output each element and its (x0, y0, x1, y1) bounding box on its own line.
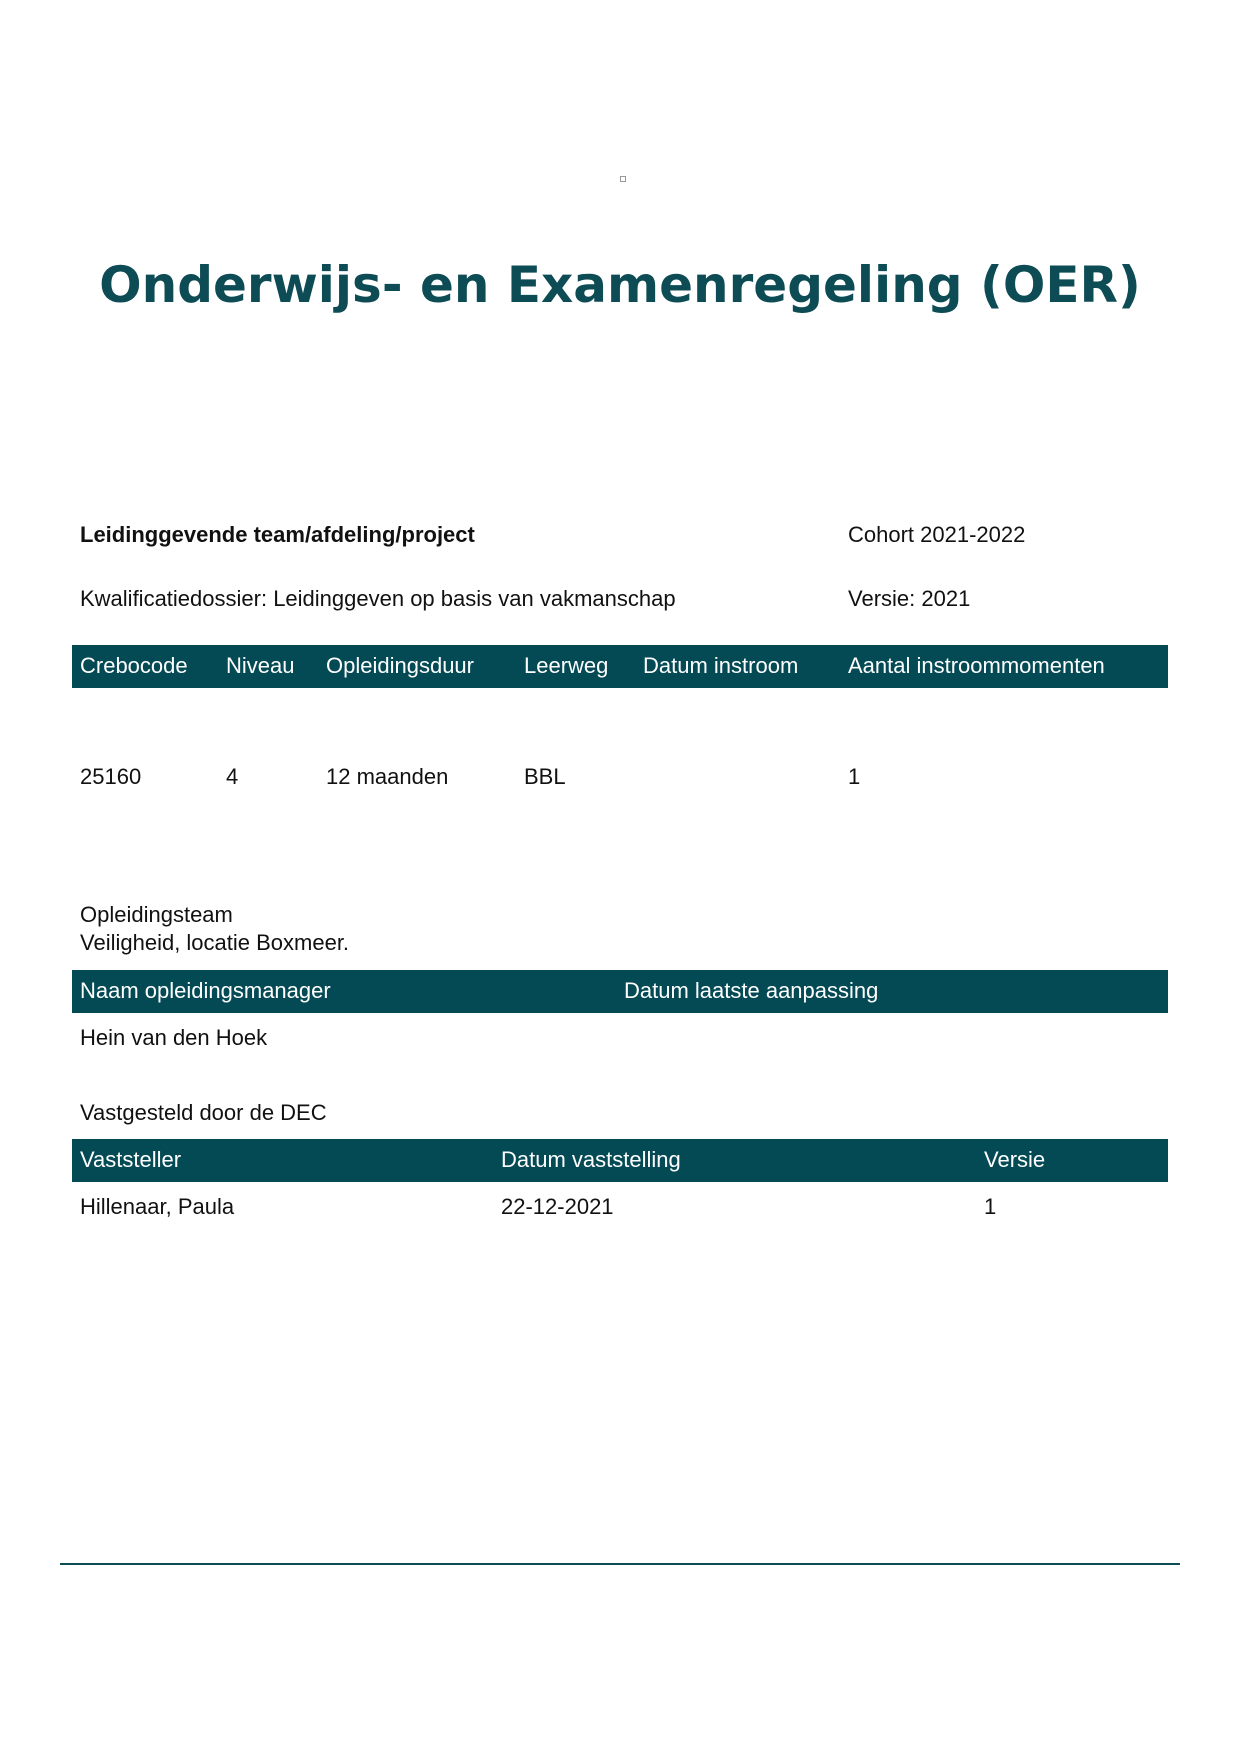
team-line-1: Opleidingsteam (80, 902, 233, 927)
header-datum-instroom: Datum instroom (643, 653, 799, 678)
header-vaststeller: Vaststeller (80, 1147, 182, 1172)
cell-datum-vaststelling: 22-12-2021 (501, 1194, 614, 1219)
page-title: Onderwijs- en Examenregeling (OER) (99, 256, 1141, 314)
team-line-2: Veiligheid, locatie Boxmeer. (80, 930, 350, 955)
header-aantal-instroommomenten: Aantal instroommomenten (848, 653, 1105, 678)
cohort-label: Cohort 2021-2022 (848, 522, 1026, 547)
header-naam-opleidingsmanager: Naam opleidingsmanager (80, 978, 331, 1003)
header-datum-vaststelling: Datum vaststelling (501, 1147, 681, 1172)
header-opleidingsduur: Opleidingsduur (326, 653, 474, 678)
cell-niveau: 4 (226, 764, 239, 789)
cell-aantal-instroommomenten: 1 (848, 764, 861, 789)
header-datum-laatste-aanpassing: Datum laatste aanpassing (624, 978, 879, 1003)
header-versie: Versie (984, 1147, 1046, 1172)
cell-versie: 1 (984, 1194, 997, 1219)
cell-opleidingsduur: 12 maanden (326, 764, 449, 789)
header-crebocode: Crebocode (80, 653, 188, 678)
version-label: Versie: 2021 (848, 586, 971, 611)
manager-table-header (72, 970, 1168, 1013)
approval-label: Vastgesteld door de DEC (80, 1100, 327, 1125)
cell-crebocode: 25160 (80, 764, 142, 789)
approval-table-header (72, 1139, 1168, 1182)
header-leerweg: Leerweg (524, 653, 609, 678)
cell-vaststeller: Hillenaar, Paula (80, 1194, 235, 1219)
cell-manager-name: Hein van den Hoek (80, 1025, 268, 1050)
program-table-header (72, 645, 1168, 688)
footer-divider (60, 1563, 1180, 1565)
placeholder-marker (620, 176, 626, 182)
cell-leerweg: BBL (524, 764, 566, 789)
department-label: Leidinggevende team/afdeling/project (80, 522, 475, 547)
qualification-label: Kwalificatiedossier: Leidinggeven op basis van vakmanschap (80, 586, 676, 611)
header-niveau: Niveau (226, 653, 295, 678)
